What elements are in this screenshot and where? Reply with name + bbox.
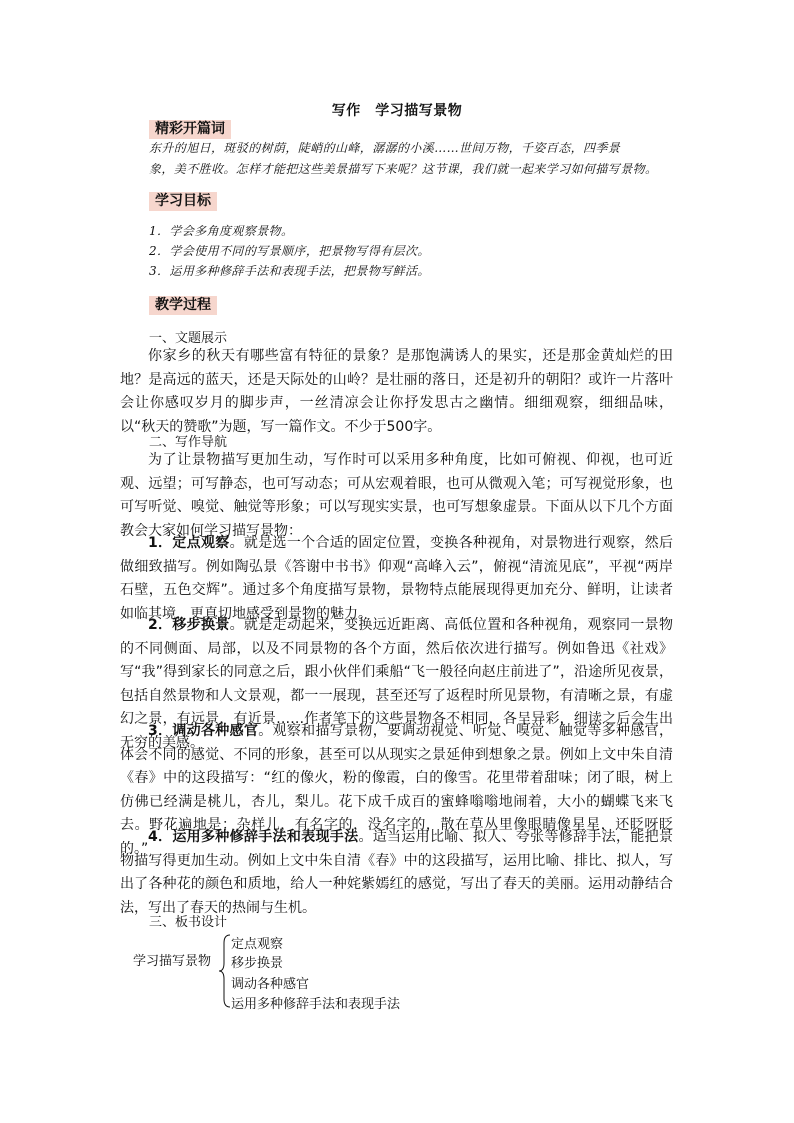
intro-line: 东升的旭日，斑驳的树荫，陡峭的山峰，潺潺的小溪……世间万物，千姿百态，四季景	[149, 141, 621, 155]
method-title: 4．运用多种修辞手法和表现手法	[148, 829, 359, 845]
board-branch: 调动各种感官	[231, 977, 310, 992]
method-text: 。适当运用比喻、拟人、夸张等修辞手法，能把景物描写得更加生动。例如上文中朱自清《春》中的这段描写，运用比喻、排比、拟人，写出了各种花的颜色和质地，给人一种姹紫嫣红的感觉，写出了春天的美丽。运用动静结合法，写出了春天的热闹与生机。	[120, 829, 673, 916]
board-branch: 定点观察	[231, 937, 284, 952]
process-badge: 教学过程	[149, 296, 217, 315]
intro-text	[149, 138, 659, 180]
method-text: 。观察和描写景物，要调动视觉、听觉、嗅觉、触觉等多种感官，体会不同的感觉、不同的形象，甚至可以从现实之景延伸到想象之景。例如上文中朱自清《春》中的这段描写：“红的像火，粉的像霞，白的像雪。花里带着甜味；闭了眼，树上仿佛已经满是桃儿，杏儿，梨儿。花下成千成百的蜜蜂嗡嗡地闹着，大小的蝴蝶飞来飞去。野花遍地是：杂样儿，有名字的，没名字的，散在草丛里像眼睛像星星，还眨呀眨的。”	[120, 723, 673, 857]
method-paragraph-1	[120, 532, 673, 626]
section-heading-2: 二、写作导航	[149, 435, 228, 450]
goal-item: 2．学会使用不同的写景顺序，把景物写得有层次。	[149, 244, 430, 258]
section-heading-1: 一、文题展示	[149, 331, 228, 346]
intro-badge: 精彩开篇词	[149, 120, 231, 139]
method-title: 1．定点观察	[148, 535, 230, 551]
board-branch: 运用多种修辞手法和表现手法	[231, 997, 401, 1012]
method-title: 3．调动各种感官	[148, 723, 259, 739]
goals-badge: 学习目标	[149, 192, 217, 211]
page-title: 写作 学习描写景物	[331, 103, 463, 119]
method-title: 2．移步换景	[148, 617, 230, 633]
method-paragraph-4	[120, 826, 673, 920]
goal-item: 1．学会多角度观察景物。	[149, 224, 294, 238]
guide-intro-paragraph: 为了让景物描写更加生动，写作时可以采用多种角度，比如可俯视、仰视，也可近观、远望；可写静态，也可写动态；可从宏观着眼，也可从微观入笔；可写视觉形象，也可写听觉、嗅觉、触觉等形象；可以写现实实景，也可写想象虚景。下面从以下几个方面教会大家如何学习描写景物：	[120, 452, 673, 539]
intro-line: 象，美不胜收。怎样才能把这些美景描写下来呢？这节课，我们就一起来学习如何描写景物。	[149, 162, 658, 176]
goals-list	[149, 221, 659, 281]
board-branch: 移步换景	[231, 956, 284, 971]
section-heading-3: 三、板书设计	[149, 915, 228, 930]
brace-icon	[218, 933, 232, 1009]
goal-item: 3．运用多种修辞手法和表现手法，把景物写鲜活。	[149, 264, 430, 278]
topic-paragraph: 你家乡的秋天有哪些富有特征的景象？是那饱满诱人的果实，还是那金黄灿烂的田地？是高远的蓝天，还是天际处的山岭？是壮丽的落日，还是初升的朝阳？或许一片落叶会让你感叹岁月的脚步声，一丝清凉会让你抒发思古之幽情。细细观察，细细品味，以“秋天的赞歌”为题，写一篇作文。不少于500字。	[120, 348, 673, 435]
method-text: 。就是走动起来，变换远近距离、高低位置和各种视角，观察同一景物的不同侧面、局部，以及不同景物的各个方面，然后依次进行描写。例如鲁迅《社戏》写“我”得到家长的同意之后，跟小伙伴们乘船“飞一般径向赵庄前进了”，沿途所见夜景，包括自然景物和人文景观，都一一展现，甚至还写了返程时所见景物，有清晰之景，有虚幻之景，有远景，有近景……作者笔下的这些景物各不相同，各呈异彩，细读之后会生出无穷的美感。	[120, 617, 673, 751]
board-root: 学习描写景物	[133, 954, 212, 969]
method-text: 。就是选一个合适的固定位置，变换各种视角，对景物进行观察，然后做细致描写。例如陶弘景《答谢中书书》仰观“高峰入云”，俯视“清流见底”，平视“两岸石壁，五色交辉”。通过多个角度描写景物，景物特点能展现得更加充分、鲜明，让读者如临其境，更真切地感受到景物的魅力。	[120, 535, 673, 622]
